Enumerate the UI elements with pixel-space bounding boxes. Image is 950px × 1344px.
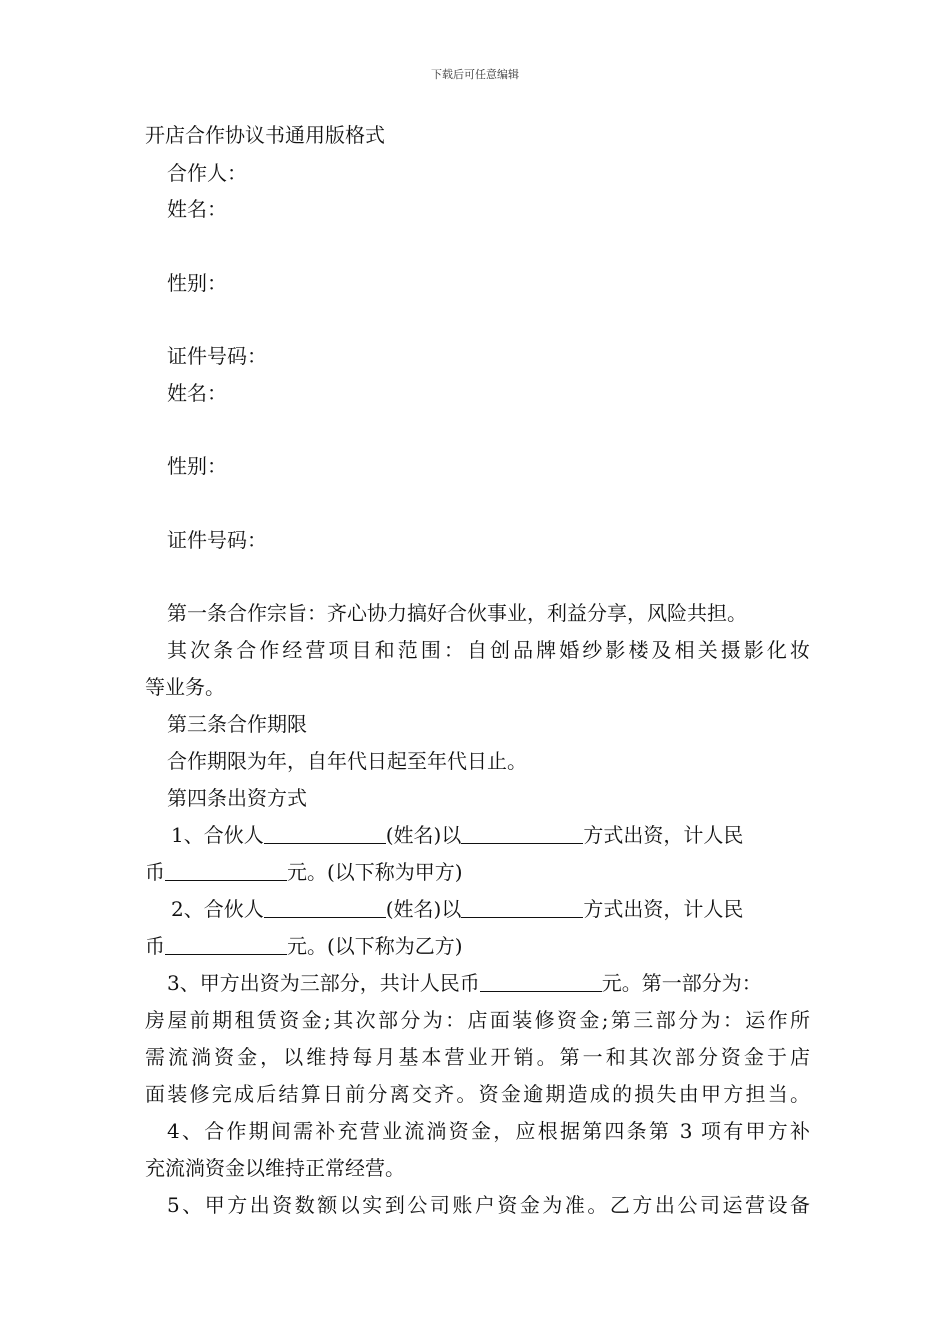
- partners-label: 合作人：: [167, 161, 247, 185]
- partner1-id-label: 证件号码：: [167, 344, 267, 368]
- item-1-text-a: 1、合伙人: [171, 823, 264, 847]
- item-2-text-c: 方式出资，计人民: [583, 897, 744, 921]
- item-1-text-b: (姓名)以: [385, 823, 462, 847]
- item-2-text-d: 币: [145, 934, 165, 958]
- partner1-gender-label: 性别：: [167, 271, 227, 295]
- partner2-gender-label: 性别：: [167, 454, 227, 478]
- item-2-text-b: (姓名)以: [385, 897, 462, 921]
- partner2-id-label: 证件号码：: [167, 528, 267, 552]
- item-1-line-1: [145, 820, 810, 850]
- item-3-line-1: [145, 968, 810, 998]
- article-2-line-2: 等业务。: [145, 675, 225, 699]
- item-2-blank-name: [264, 897, 386, 918]
- item-1-text-e: 元。(以下称为甲方): [287, 860, 463, 884]
- item-3-line-4: 面装修完成后结算日前分离交齐。资金逾期造成的损失由甲方担当。: [145, 1082, 810, 1106]
- item-3-text-b: 元。第一部分为：: [601, 971, 762, 995]
- item-1-text-c: 方式出资，计人民: [583, 823, 744, 847]
- item-1-text-d: 币: [145, 860, 165, 884]
- item-4-line-1: 4、合作期间需补充营业流淌资金，应根据第四条第 3 项有甲方补: [167, 1119, 810, 1143]
- item-3-line-3: 需流淌资金，以维持每月基本营业开销。第一和其次部分资金于店: [145, 1045, 810, 1069]
- item-2-blank-method: [461, 897, 583, 918]
- article-4-title: 第四条出资方式: [167, 786, 307, 810]
- item-5-line-1: 5、甲方出资数额以实到公司账户资金为准。乙方出公司运营设备: [167, 1193, 810, 1217]
- item-2-line-2: [145, 931, 810, 961]
- item-1-blank-method: [461, 823, 583, 844]
- item-3-text-a: 3、甲方出资为三部分，共计人民币: [167, 971, 480, 995]
- item-2-blank-amount: [165, 934, 287, 955]
- item-1-blank-amount: [165, 860, 287, 881]
- item-2-text-e: 元。(以下称为乙方): [287, 934, 463, 958]
- item-4-line-2: 充流淌资金以维持正常经营。: [145, 1156, 405, 1180]
- item-3-blank-amount: [480, 971, 602, 992]
- document-title: 开店合作协议书通用版格式: [145, 123, 385, 147]
- page-header: 下载后可任意编辑: [431, 68, 519, 81]
- article-3-title: 第三条合作期限: [167, 712, 307, 736]
- article-3-body: 合作期限为年，自年代日起至年代日止。: [167, 749, 527, 773]
- item-3-line-2: 房屋前期租赁资金;其次部分为：店面装修资金;第三部分为：运作所: [145, 1008, 810, 1032]
- item-2-line-1: [145, 894, 810, 924]
- partner1-name-label: 姓名：: [167, 197, 227, 221]
- item-1-blank-name: [264, 823, 386, 844]
- item-2-text-a: 2、合伙人: [171, 897, 264, 921]
- article-1: 第一条合作宗旨：齐心协力搞好合伙事业，利益分享，风险共担。: [167, 601, 747, 625]
- article-2-line-1: 其次条合作经营项目和范围：自创品牌婚纱影楼及相关摄影化妆: [167, 638, 810, 662]
- partner2-name-label: 姓名：: [167, 381, 227, 405]
- item-1-line-2: [145, 857, 810, 887]
